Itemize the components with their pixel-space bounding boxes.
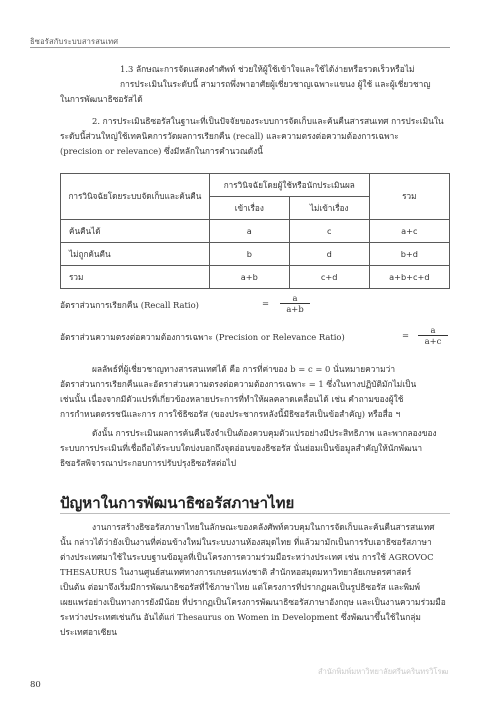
paragraph-line: นั้น กล่าวได้ว่ายังเป็นงานที่ค่อนข้างใหม่ในระบบงานห้องสมุดไทย ที่แล้วมามักเป็นการรับเอาธิซอรัสภาษา xyxy=(60,537,432,547)
paragraph-line: (precision or relevance) ซึ่งมีหลักในการคำนวณดังนี้ xyxy=(60,146,263,156)
paragraph-line: การกำหนดดรรชนีและการ การใช้ธิซอรัส (ของประชากรหลังนี้มีธิซอรัสเป็นข้อสำคัญ) หรือสื่อ ฯ xyxy=(60,409,401,419)
recall-fraction xyxy=(280,293,310,314)
table-cell: c+d xyxy=(289,266,369,289)
table-row xyxy=(61,243,450,266)
paragraph-line: ระบบการประเมินที่เชื่อถือได้ระบบใดบ่งบอกถึงจุดอ่อนของธิซอรัส นั่นย่อมเป็นข้อมูลสำคัญให้นักพัฒนา xyxy=(60,443,423,453)
paragraph-line: งานการสร้างธิซอรัสภาษาไทยในลักษณะของคลังศัพท์ควบคุมในการจัดเก็บและค้นคืนสารสนเทศ xyxy=(92,522,435,532)
paragraph-line: ระดับนี้ส่วนใหญ่ใช้เทคนิคการวัดผลการเรียกคืน (recall) และความตรงต่อความต้องการเฉพาะ xyxy=(60,131,399,141)
table-cell: d xyxy=(289,243,369,266)
table-cell: a xyxy=(209,220,289,243)
table-cell: b xyxy=(209,243,289,266)
recall-denominator: a+b xyxy=(286,304,304,314)
table-cell: a+c xyxy=(369,220,449,243)
table-cell: c xyxy=(289,220,369,243)
paragraph-line: อัตราส่วนการเรียกคืนและอัตราส่วนความตรงต่อความต้องการเฉพาะ = 1 ซึ่งในทางปฏิบัติมักไม่เป็น xyxy=(60,379,417,389)
table-cell: a+b xyxy=(209,266,289,289)
paragraph-line: ผลลัพธ์ที่ผู้เชี่ยวชาญทางสารสนเทศได้ คือ การที่ค่าของ b = c = 0 นั่นหมายความว่า xyxy=(92,364,396,374)
paragraph-line: ธิซอรัสพิจารณาประกอบการปรับปรุงธิซอรัสต่อไป xyxy=(60,458,237,468)
table-col-nonrelevant: ไม่เข้าเรื่อง xyxy=(289,197,369,220)
table-total-header: รวม xyxy=(369,174,449,220)
paragraph-line: เผยแพร่อย่างเป็นทางการยังมีน้อย ที่ปรากฏเป็นโครงการพัฒนาธิซอรัสภาษาอังกฤษ และเป็นงานความร่วมมือ xyxy=(60,597,446,607)
table-col-relevant: เข้าเรื่อง xyxy=(209,197,289,220)
recall-numerator: a xyxy=(280,293,310,304)
precision-equals: = xyxy=(402,330,410,340)
recall-formula-label: อัตราส่วนการเรียกคืน (Recall Ratio) xyxy=(60,300,199,310)
page-number: 80 xyxy=(30,680,41,690)
paragraph-line: เป็นต้น ต่อมาจึงเริ่มมีการพัฒนาธิซอรัสที่ใช้ภาษาไทย แต่โครงการที่ปรากฏผลเป็นรูปธิซอรัส และพิมพ์ xyxy=(60,582,421,592)
table-row xyxy=(61,220,450,243)
table-group-header: การวินิจฉัยโดยผู้ใช้หรือนักประเมินผล xyxy=(209,174,369,197)
paragraph-line: การประเมินในระดับนี้ สามารถพึ่งพาอาศัยผู้เชี่ยวชาญเฉพาะแขนง ผู้ใช้ และผู้เชี่ยวชาญ xyxy=(120,79,431,89)
header-rule xyxy=(30,47,450,48)
table-row-label: รวม xyxy=(61,266,210,289)
paragraph-line: ประเทศอาเซียน xyxy=(60,627,117,637)
section-rule xyxy=(60,513,450,514)
recall-equals: = xyxy=(262,298,270,308)
paragraph-line: เช่นนั้น เนื่องจากมีตัวแปรที่เกี่ยวข้องหลายประการที่ทำให้ผลคลาดเคลื่อนได้ เช่น คำถามของผู้ใช้ xyxy=(60,394,404,404)
paragraph-line: 1.3 ลักษณะการจัดแสดงคำศัพท์ ช่วยให้ผู้ใช้เข้าใจและใช้ได้ง่ายหรือรวดเร็วหรือไม่ xyxy=(120,64,415,74)
paragraph-line: THESAURUS ในงานศูนย์สนเทศทางการเกษตรแห่งชาติ สำนักหอสมุดมหาวิทยาลัยเกษตรศาสตร์ xyxy=(60,567,412,577)
table-corner-label: การวินิจฉัยโดยระบบจัดเก็บและค้นคืน xyxy=(61,174,210,220)
precision-denominator: a+c xyxy=(424,336,442,346)
table-cell: a+b+c+d xyxy=(369,266,449,289)
precision-formula-label: อัตราส่วนความตรงต่อความต้องการเฉพาะ (Precision or Relevance Ratio) xyxy=(60,332,345,342)
paragraph-line: ในการพัฒนาธิซอรัสได้ xyxy=(60,94,143,104)
recall-precision-table xyxy=(60,173,450,289)
table-row-label: ไม่ถูกค้นคืน xyxy=(61,243,210,266)
paragraph-line: ดังนั้น การประเมินผลการค้นคืนจึงจำเป็นต้องควบคุมตัวแปรอย่างมีประสิทธิภาพ และพากลองของ xyxy=(92,428,437,438)
precision-fraction xyxy=(418,325,448,346)
paragraph-line: ระหว่างประเทศเช่นกัน อันได้แก่ Thesaurus on Women in Development ซึ่งพัฒนาขึ้นใช้ในกลุ่ม xyxy=(60,612,421,622)
table-row xyxy=(61,266,450,289)
running-header: ธิซอรัสกับระบบสารสนเทศ xyxy=(30,37,119,46)
section-title: ปัญหาในการพัฒนาธิซอรัสภาษาไทย xyxy=(60,494,295,512)
publisher-watermark: สำนักพิมพ์มหาวิทยาลัยศรีนครินทรวิโรฒ xyxy=(318,667,449,676)
paragraph-line: 2. การประเมินธิซอรัสในฐานะที่เป็นปัจจัยของระบบการจัดเก็บและค้นคืนสารสนเทศ การประเมินใน xyxy=(92,116,444,126)
precision-numerator: a xyxy=(418,325,448,336)
table-cell: b+d xyxy=(369,243,449,266)
paragraph-line: ต่างประเทศมาใช้ในระบบฐานข้อมูลที่เป็นโครงการความร่วมมือระหว่างประเทศ เช่น การใช้ AGROVOC xyxy=(60,552,434,562)
table-row-label: ค้นคืนได้ xyxy=(61,220,210,243)
